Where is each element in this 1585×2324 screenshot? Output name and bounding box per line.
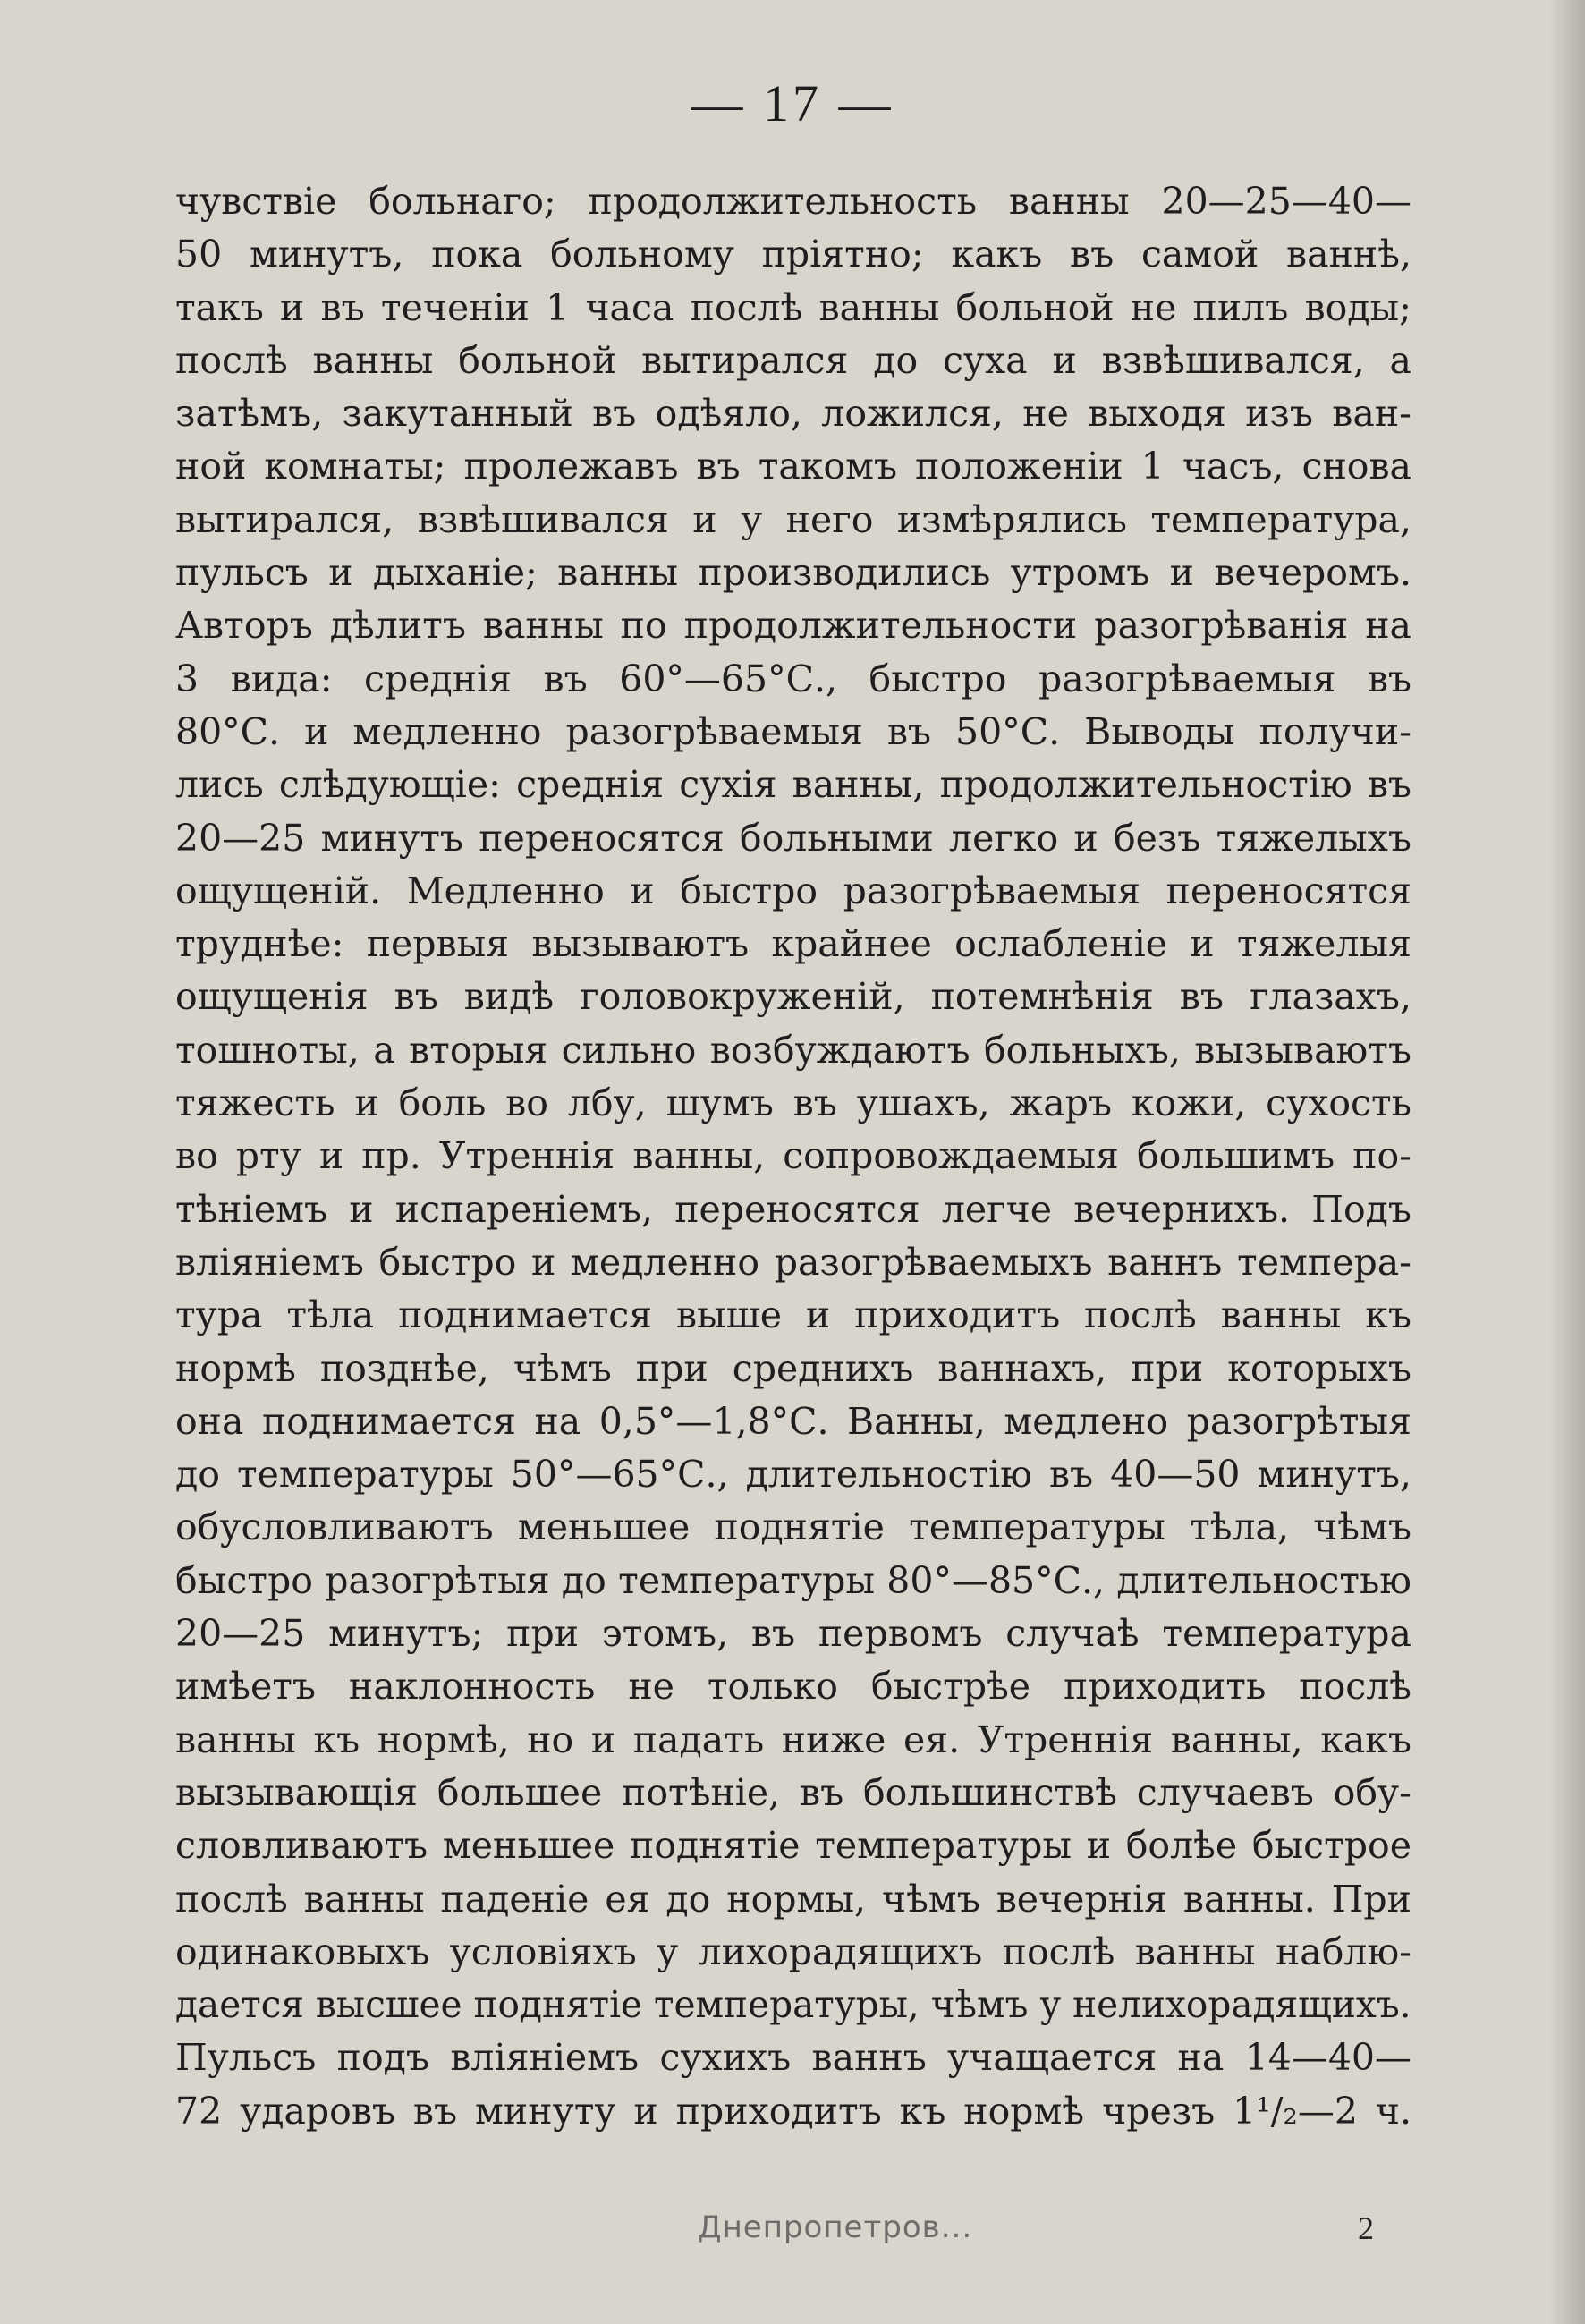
text-line: 20—25 минутъ; при этомъ, въ первомъ случаѣ температура (175, 1612, 1411, 1656)
text-line: тура тѣла поднимается выше и приходитъ послѣ ванны къ (175, 1293, 1411, 1337)
text-line: вызывающія большее потѣніе, въ большинствѣ случаевъ обу- (175, 1770, 1411, 1814)
text-line: имѣетъ наклонность не только быстрѣе приходить послѣ (175, 1665, 1411, 1709)
text-line: ной комнаты; пролежавъ въ такомъ положеніи 1 часъ, снова (175, 445, 1411, 488)
text-line: чувствіе больнаго; продолжительность ванны 20—25—40— (175, 180, 1411, 223)
text-line: Пульсъ подъ вліяніемъ сухихъ ваннъ учащается на 14—40— (175, 2036, 1411, 2080)
text-line: одинаковыхъ условіяхъ у лихорадящихъ послѣ ванны наблю- (175, 1930, 1411, 1973)
text-line: тошноты, а вторыя сильно возбуждаютъ больныхъ, вызываютъ (175, 1028, 1411, 1072)
text-line: ванны къ нормѣ, но и падать ниже ея. Утреннія ванны, какъ (175, 1718, 1411, 1761)
text-line: словливаютъ меньшее поднятіе температуры и болѣе быстрое (175, 1824, 1411, 1868)
text-line: ощущенія въ видѣ головокруженій, потемнѣнія въ глазахъ, (175, 975, 1411, 1019)
text-line: до температуры 50°—65°С., длительностію въ 40—50 минутъ, (175, 1453, 1411, 1497)
page-edge-shadow (1549, 0, 1585, 2324)
page-number: — 17 — (691, 74, 894, 132)
text-line: пульсъ и дыханіе; ванны производились утромъ и вечеромъ. (175, 551, 1411, 595)
text-line: обусловливаютъ меньшее поднятіе температуры тѣла, чѣмъ (175, 1506, 1411, 1549)
text-line: быстро разогрѣтыя до температуры 80°—85°С., длительностью (175, 1558, 1411, 1602)
text-line: дается высшее поднятіе температуры, чѣмъ у нелихорадящихъ. (175, 1983, 1411, 2027)
text-line: тѣніемъ и испареніемъ, переносятся легче вечернихъ. Подъ (175, 1187, 1411, 1231)
text-line: нормѣ позднѣе, чѣмъ при среднихъ ваннахъ, при которыхъ (175, 1346, 1411, 1390)
body-text (175, 175, 1411, 2138)
text-line: послѣ ванны больной вытирался до суха и взвѣшивался, а (175, 338, 1411, 382)
text-line: 3 вида: среднія въ 60°—65°С., быстро разогрѣваемыя въ (175, 657, 1411, 700)
text-line: 80°С. и медленно разогрѣваемыя въ 50°С. Выводы получи- (175, 709, 1411, 753)
library-stamp: Днепропетров... (698, 2209, 973, 2245)
stamp-impression (680, 2272, 1109, 2313)
text-line: во рту и пр. Утреннія ванны, сопровождаемыя большимъ по- (175, 1134, 1411, 1178)
text-line: Авторъ дѣлитъ ванны по продолжительности разогрѣванія на (175, 604, 1411, 648)
text-line: вытирался, взвѣшивался и у него измѣрялись температура, (175, 497, 1411, 541)
text-line: труднѣе: первыя вызываютъ крайнее ослабленіе и тяжелыя (175, 922, 1411, 966)
signature-mark: 2 (1358, 2210, 1374, 2246)
text-line: 20—25 минутъ переносятся больными легко и безъ тяжелыхъ (175, 816, 1411, 860)
text-line: она поднимается на 0,5°—1,8°С. Ванны, медлено разогрѣтыя (175, 1399, 1411, 1443)
text-line: 50 минутъ, пока больному пріятно; какъ въ самой ваннѣ, (175, 233, 1411, 276)
text-line: вліяніемъ быстро и медленно разогрѣваемыхъ ваннъ темпера- (175, 1240, 1411, 1284)
text-line: тяжесть и боль во лбу, шумъ въ ушахъ, жаръ кожи, сухость (175, 1081, 1411, 1125)
text-line: затѣмъ, закутанный въ одѣяло, ложился, не выходя изъ ван- (175, 392, 1411, 436)
text-line: послѣ ванны паденіе ея до нормы, чѣмъ вечернія ванны. При (175, 1877, 1411, 1921)
text-line: лись слѣдующіе: среднія сухія ванны, продолжительностію въ (175, 763, 1411, 807)
text-line: такъ и въ теченіи 1 часа послѣ ванны больной не пилъ воды; (175, 285, 1411, 329)
text-line: ощущеній. Медленно и быстро разогрѣваемыя переносятся (175, 869, 1411, 912)
text-line: 72 ударовъ въ минуту и приходитъ къ нормѣ чрезъ 1¹/₂—2 ч. (175, 2089, 1411, 2133)
